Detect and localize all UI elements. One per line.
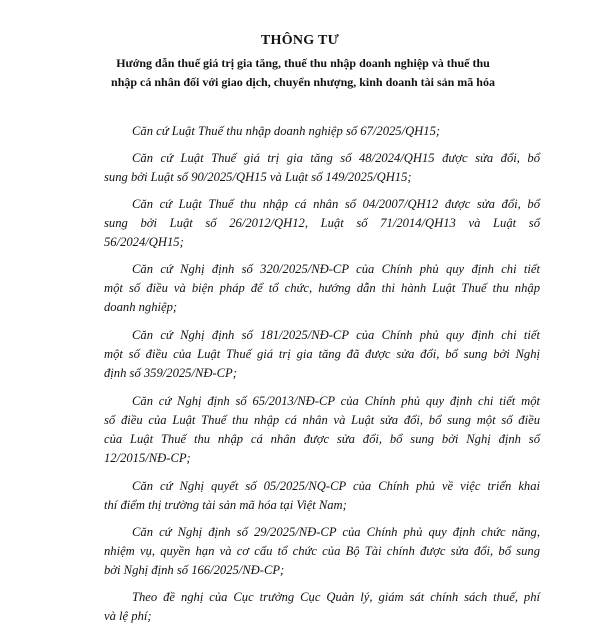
paragraph-line: Căn cứ Luật Thuế giá trị gia tăng số 48/2024/QH15 được sửa đổi, bổ <box>132 151 540 165</box>
document-title: THÔNG TƯ <box>260 33 340 48</box>
paragraph-line: Theo đề nghị của Cục trưởng Cục Quản lý, giám sát chính sách thuế, phí <box>132 590 540 604</box>
legal-basis-paragraph <box>104 477 540 515</box>
paragraph-line: thí điểm thị trường tài sản mã hóa tại Việt Nam; <box>104 498 347 512</box>
legal-basis-paragraph <box>104 122 540 141</box>
paragraph-line: và lệ phí; <box>104 609 152 623</box>
paragraph-line: một số điều của Luật Thuế giá trị gia tăng đã được sửa đổi, bổ sung bởi Nghị <box>104 347 540 361</box>
legal-basis-paragraph <box>104 195 540 252</box>
subtitle-line: Hướng dẫn thuế giá trị gia tăng, thuế thu nhập doanh nghiệp và thuế thu <box>116 56 490 70</box>
legal-basis-paragraph <box>104 326 540 383</box>
subtitle-line: nhập cá nhân đối với giao dịch, chuyển nhượng, kinh doanh tài sản mã hóa <box>111 75 495 89</box>
paragraph-line: 56/2024/QH15; <box>104 235 184 249</box>
paragraph-line: sung bởi Luật số 26/2012/QH12, Luật số 71/2014/QH13 và Luật số <box>104 216 540 230</box>
paragraph-line: doanh nghiệp; <box>104 300 178 314</box>
paragraph-line: Căn cứ Nghị định số 29/2025/NĐ-CP của Chính phủ quy định chức năng, <box>132 525 540 539</box>
legal-basis-list <box>104 122 540 626</box>
paragraph-line: Căn cứ Nghị quyết số 05/2025/NQ-CP của Chính phủ về việc triển khai <box>132 479 540 493</box>
paragraph-line: số điều của Luật Thuế thu nhập cá nhân và Luật sửa đổi, bổ sung một số điều <box>104 413 540 427</box>
legal-basis-paragraph <box>104 523 540 580</box>
paragraph-line: Căn cứ Nghị định số 65/2013/NĐ-CP của Chính phủ quy định chi tiết một <box>132 394 540 408</box>
paragraph-line: Căn cứ Nghị định số 320/2025/NĐ-CP của Chính phủ quy định chi tiết <box>132 262 540 276</box>
paragraph-line: bởi Nghị định số 166/2025/NĐ-CP; <box>104 563 285 577</box>
paragraph-line: sung bởi Luật số 90/2025/QH15 và Luật số 149/2025/QH15; <box>104 170 412 184</box>
paragraph-line: một số điều và biện pháp để tổ chức, hướng dẫn thi hành Luật Thuế thu nhập <box>104 281 540 295</box>
paragraph-line: 12/2015/NĐ-CP; <box>104 451 191 465</box>
document-subtitle <box>60 54 546 92</box>
paragraph-line: Căn cứ Luật Thuế thu nhập cá nhân số 04/2007/QH12 được sửa đổi, bổ <box>132 197 540 211</box>
paragraph-line: Căn cứ Luật Thuế thu nhập doanh nghiệp số 67/2025/QH15; <box>132 124 441 138</box>
legal-basis-paragraph <box>104 392 540 468</box>
paragraph-line: định số 359/2025/NĐ-CP; <box>104 366 237 380</box>
legal-basis-paragraph <box>104 588 540 626</box>
paragraph-line: Căn cứ Nghị định số 181/2025/NĐ-CP của Chính phủ quy định chi tiết <box>132 328 540 342</box>
legal-basis-paragraph <box>104 149 540 187</box>
paragraph-line: nhiệm vụ, quyền hạn và cơ cấu tổ chức của Bộ Tài chính được sửa đổi, bổ sung <box>104 544 540 558</box>
legal-basis-paragraph <box>104 260 540 317</box>
paragraph-line: của Luật Thuế thu nhập cá nhân được sửa đổi, bổ sung bởi Nghị định số <box>104 432 540 446</box>
